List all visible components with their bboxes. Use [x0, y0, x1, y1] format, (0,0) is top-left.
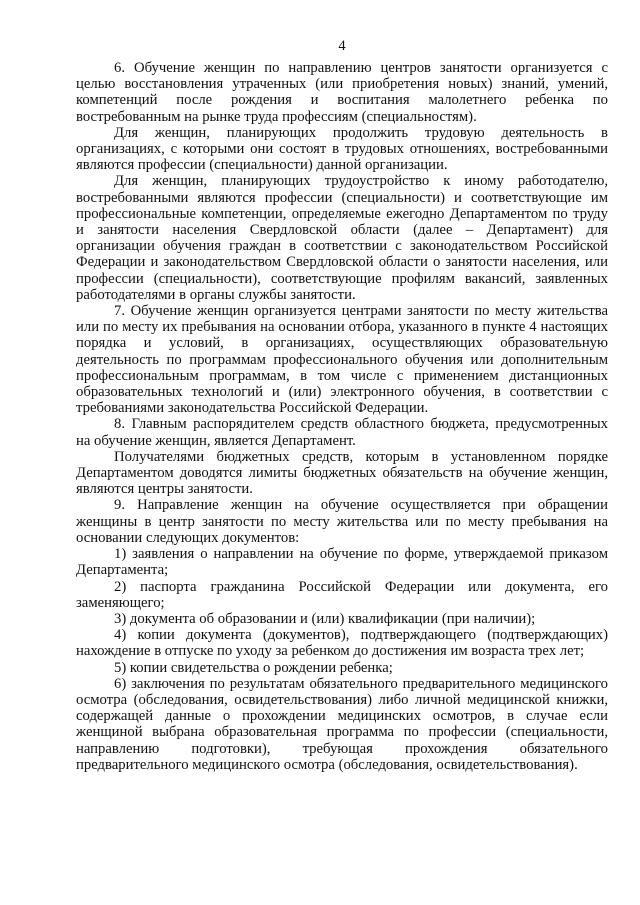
paragraph-7: 7. Обучение женщин организуется центрами занятости по месту жительства или по месту их пребывания на основании отбора, указанного в пункте 4 настоящих порядка и условий, в организациях, осуществляющих образовательную деятельность по программам профессионального обучения или дополнительным профессиональным программам, в том числе с применением дистанционных образовательных технологий и (или) электронного обучения, в соответствии с требованиями законодательства Российской Федерации.	[76, 303, 608, 417]
paragraph-8: 8. Главным распорядителем средств областного бюджета, предусмотренных на обучение женщин, является Департамент.	[76, 416, 608, 449]
list-item-5: 5) копии свидетельства о рождении ребенка;	[114, 659, 393, 676]
paragraph-9: 9. Направление женщин на обучение осуществляется при обращении женщины в центр занятости по месту жительства или по месту пребывания на основании следующих документов:	[76, 497, 608, 546]
paragraph-current-employer: Для женщин, планирующих продолжить трудовую деятельность в организациях, с которыми они состоят в трудовых отношениях, востребованными являются профессии (специальности) данной организации.	[76, 124, 608, 174]
paragraph-budget-recipients: Получателями бюджетных средств, которым в установленном порядке Департаментом доводятся лимиты бюджетных обязательств на обучение женщин, являются центры занятости.	[76, 448, 608, 498]
paragraph-6: 6. Обучение женщин по направлению центров занятости организуется с целью восстановления утраченных (или приобретения новых) знаний, умений, компетенций после рождения и воспитания малолетнего ребенка по востребованным на рынке труда профессиям (специальностям).	[76, 60, 608, 125]
document-body	[76, 60, 608, 773]
list-item-1: 1) заявления о направлении на обучение по форме, утверждаемой приказом Департамента;	[76, 546, 608, 579]
list-item-3: 3) документа об образовании и (или) квалификации (при наличии);	[114, 610, 536, 627]
list-item-2: 2) паспорта гражданина Российской Федерации или документа, его заменяющего;	[76, 578, 608, 611]
page-number: 4	[338, 38, 346, 54]
list-item-6: 6) заключения по результатам обязательного предварительного медицинского осмотра (обследования, освидетельствования) либо личной медицинской книжки, содержащей данные о прохождении медицинских осмотров, в случае если женщиной выбрана образовательная программа по профессии (специальности, направлению подготовки), требующая прохождения обязательного предварительного медицинского осмотра (обследования, освидетельствования).	[76, 675, 608, 773]
list-item-4: 4) копии документа (документов), подтверждающего (подтверждающих) нахождение в отпуске по уходу за ребенком до достижения им возраста трех лет;	[76, 627, 608, 660]
paragraph-new-employer: Для женщин, планирующих трудоустройство к иному работодателю, востребованными являются профессии (специальности) и соответствующие им профессиональные компетенции, определяемые ежегодно Департаментом по труду и занятости населения Свердловской области (далее – Департамент) для организации обучения граждан в соответствии с законодательством Российской Федерации и законодательством Свердловской области о занятости населения, или профессии (специальности), соответствующие профилям вакансий, заявленных работодателями в органы службы занятости.	[76, 173, 608, 303]
